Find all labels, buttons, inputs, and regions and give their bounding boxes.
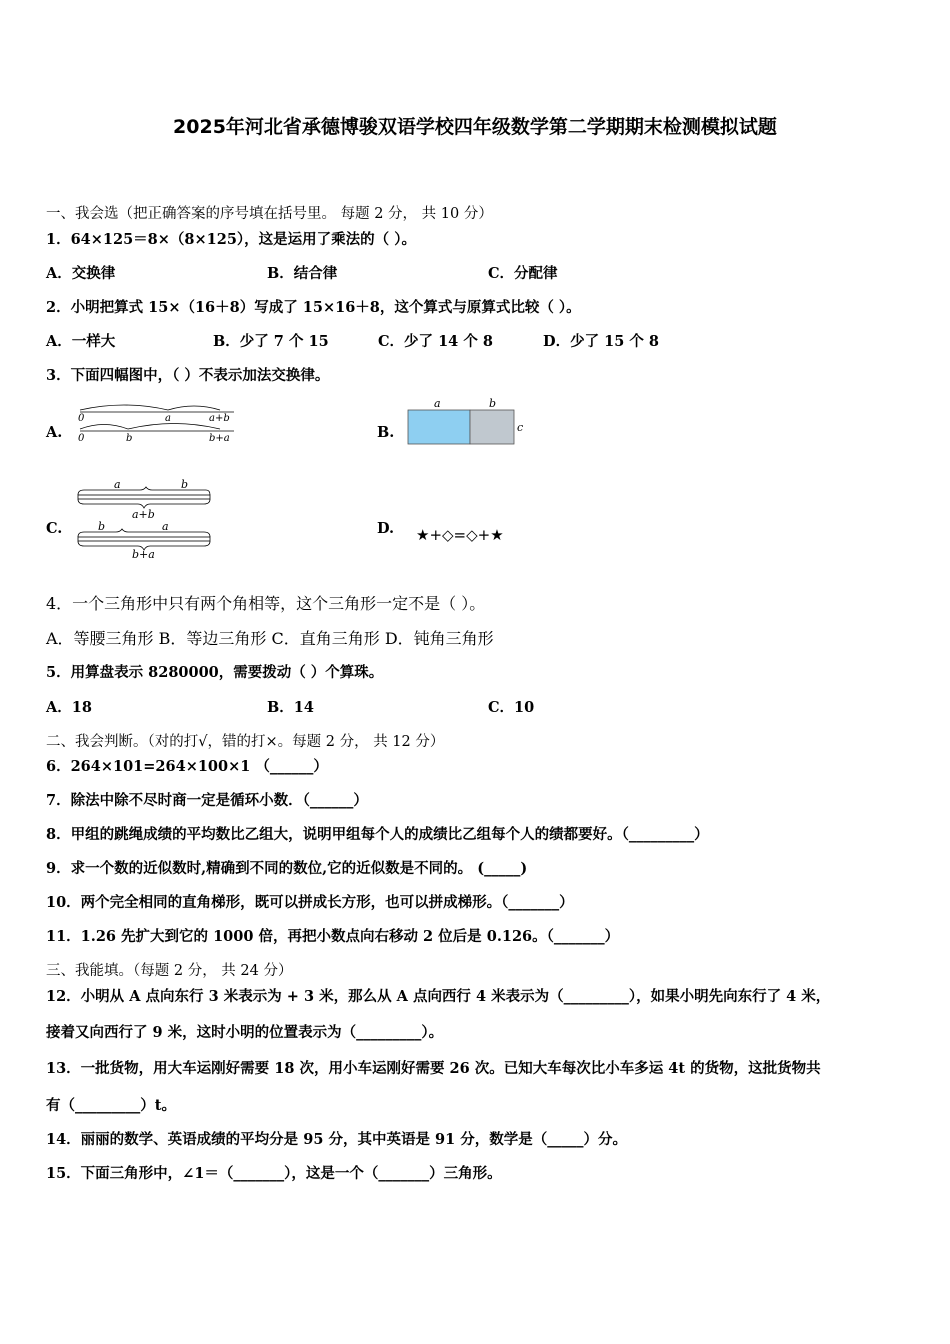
question-13-line-2: 有（_________）t。 [46, 1097, 176, 1114]
section-1-header: 一、我会选（把正确答案的序号填在括号里。 每题 2 分， 共 10 分） [46, 206, 493, 222]
question-4: 4．一个三角形中只有两个角相等，这个三角形一定不是（ ）。 [46, 594, 486, 613]
fig-c-label-a-top: a [114, 478, 121, 491]
question-10: 10．两个完全相同的直角梯形，既可以拼成长方形，也可以拼成梯形。（_______） [46, 894, 574, 911]
question-2: 2．小明把算式 15×（16＋8）写成了 15×16＋8，这个算式与原算式比较（ ）。 [46, 299, 581, 316]
question-5: 5．用算盘表示 8280000，需要拨动（ ）个算珠。 [46, 664, 384, 681]
q5-option-c: C．10 [488, 699, 535, 716]
fig-c-label-sum-top: a+b [132, 508, 155, 521]
question-14: 14．丽丽的数学、英语成绩的平均分是 95 分，其中英语是 91 分，数学是（_____）分。 [46, 1131, 627, 1148]
exam-title: 2025年河北省承德博骏双语学校四年级数学第二学期期末检测模拟试题 [173, 116, 777, 138]
fig-b-label-c: c [517, 421, 524, 434]
fig-b-label-a: a [434, 397, 441, 410]
question-6: 6．264×101=264×100×1 （______） [46, 758, 328, 775]
q3-figure-a [74, 398, 244, 448]
fig-b-rect-b [470, 410, 514, 444]
fig-c-label-b-top: b [181, 478, 189, 491]
q3-label-b: B. [377, 424, 395, 441]
fig-a-tick-0-top: 0 [78, 413, 85, 424]
section-3-header: 三、我能填。（每题 2 分， 共 24 分） [46, 963, 293, 979]
question-7: 7．除法中除不尽时商一定是循环小数．（______） [46, 792, 368, 809]
question-11: 11．1.26 先扩大到它的 1000 倍，再把小数点向右移动 2 位后是 0.126。（_______） [46, 928, 620, 945]
fig-a-tick-b-plus-a: b+a [209, 433, 230, 444]
fig-b-rect-a [408, 410, 470, 444]
question-15: 15．下面三角形中，∠1＝（_______），这是一个（_______）三角形。 [46, 1165, 502, 1182]
fig-a-tick-a: a [165, 413, 171, 424]
question-9: 9．求一个数的近似数时,精确到不同的数位,它的近似数是不同的。 (_____) [46, 860, 528, 877]
q5-option-b: B．14 [267, 699, 314, 716]
q3-label-d: D. [377, 520, 395, 537]
q3-label-a: A. [46, 424, 63, 441]
q3-figure-b [404, 394, 534, 450]
section-2-header: 二、我会判断。（对的打√，错的打×。每题 2 分， 共 12 分） [46, 734, 445, 750]
question-8: 8．甲组的跳绳成绩的平均数比乙组大，说明甲组每个人的成绩比乙组每个人的绩都要好。（_________） [46, 826, 709, 843]
q1-option-c: C．分配律 [488, 265, 558, 282]
q5-option-a: A．18 [46, 699, 92, 716]
q2-option-c: C．少了 14 个 8 [378, 333, 493, 350]
q3-label-c: C. [46, 520, 63, 537]
fig-c-label-b-bottom: b [98, 520, 106, 533]
q1-option-b: B．结合律 [267, 265, 338, 282]
q3-figure-d: ★+◇=◇+★ [416, 526, 504, 544]
question-12-line-1: 12．小明从 A 点向东行 3 米表示为 + 3 米，那么从 A 点向西行 4 米表示为（_________），如果小明先向东行了 4 米， [46, 988, 831, 1005]
fig-c-label-a-bottom: a [162, 520, 169, 533]
q4-options: A．等腰三角形 B．等边三角形 C．直角三角形 D．钝角三角形 [46, 629, 494, 648]
fig-a-tick-0-bottom: 0 [78, 433, 85, 444]
q2-option-a: A．一样大 [46, 333, 116, 350]
q2-option-b: B．少了 7 个 15 [213, 333, 329, 350]
question-1: 1．64×125＝8×（8×125），这是运用了乘法的（ ）。 [46, 231, 416, 248]
fig-a-tick-b: b [126, 433, 133, 444]
fig-c-label-sum-bottom: b+a [132, 548, 155, 560]
fig-a-tick-a-plus-b: a+b [209, 413, 230, 424]
q1-option-a: A．交换律 [46, 265, 116, 282]
question-12-line-2: 接着又向西行了 9 米，这时小明的位置表示为（_________）。 [46, 1024, 444, 1041]
q3-figure-c [74, 476, 224, 560]
q2-option-d: D．少了 15 个 8 [543, 333, 659, 350]
fig-b-label-b: b [489, 397, 497, 410]
question-3: 3．下面四幅图中，（ ）不表示加法交换律。 [46, 367, 330, 384]
question-13-line-1: 13．一批货物，用大车运刚好需要 18 次，用小车运刚好需要 26 次。已知大车每次比小车多运 4t 的货物，这批货物共 [46, 1060, 821, 1077]
